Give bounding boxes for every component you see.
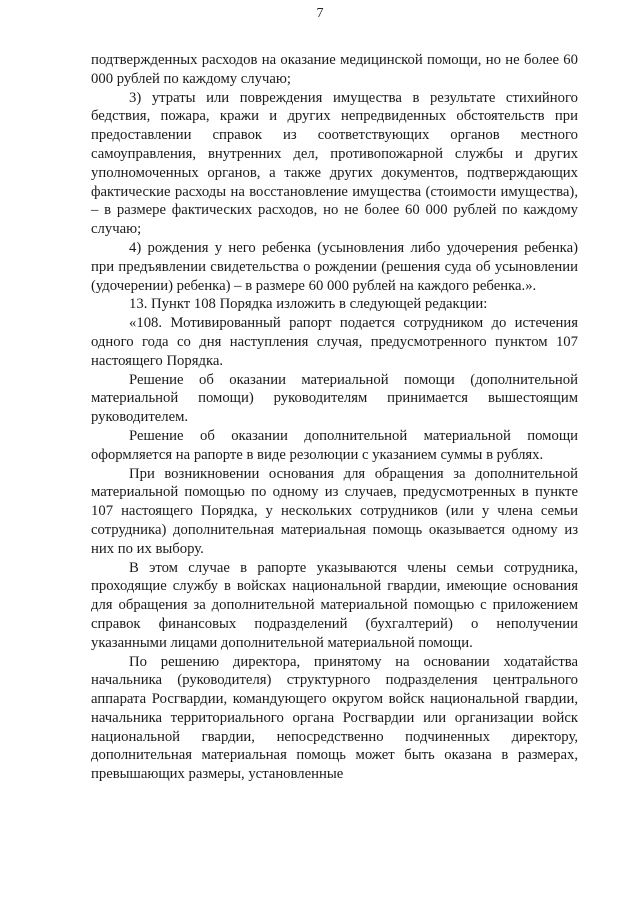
paragraph: 3) утраты или повреждения имущества в результате стихийного бедствия, пожара, кражи и других непредвиденных обстоятельств при предоставлении справок из соответствующих органов местного самоуправления, внутренних дел, противопожарной службы и других уполномоченных органов, а также других документов, подтверждающих фактические расходы на восстановление имущества (стоимости имущества), – в размере фактических расходов, но не более 60 000 рублей по каждому случаю; (91, 89, 578, 238)
page-number: 7 (316, 6, 324, 21)
paragraph: По решению директора, принятому на основании ходатайства начальника (руководителя) структурного подразделения центрального аппарата Росгвардии, командующего округом войск национальной гвардии, начальника территориального органа Росгвардии или организации войск национальной гвардии, непосредственно подчиненных директору, дополнительная материальная помощь может быть оказана в размерах, превышающих размеры, установленные (91, 653, 578, 783)
paragraph: Решение об оказании дополнительной материальной помощи оформляется на рапорте в виде резолюции с указанием суммы в рублях. (91, 427, 578, 463)
paragraph: «108. Мотивированный рапорт подается сотрудником до истечения одного года со дня наступления случая, предусмотренного пунктом 107 настоящего Порядка. (91, 315, 578, 369)
paragraph: В этом случае в рапорте указываются члены семьи сотрудника, проходящие службу в войсках национальной гвардии, имеющие основания для обращения за дополнительной материальной помощью с приложением справок финансовых подразделений (бухгалтерий) о неполучении указанными лицами дополнительной материальной помощи. (91, 559, 578, 651)
paragraph: подтвержденных расходов на оказание медицинской помощи, но не более 60 000 рублей по каждому случаю; (91, 52, 578, 87)
paragraph: 4) рождения у него ребенка (усыновления либо удочерения ребенка) при предъявлении свидетельства о рождении (решения суда об усыновлении (удочерении) ребенка) – в размере 60 000 рублей на каждого ребенка.». (91, 239, 578, 294)
paragraph: Решение об оказании материальной помощи (дополнительной материальной помощи) руководителям принимается вышестоящим руководителем. (91, 371, 578, 426)
document-body (91, 51, 578, 784)
paragraph: При возникновении основания для обращения за дополнительной материальной помощью по одному из случаев, предусмотренных в пункте 107 настоящего Порядка, у нескольких сотрудников (или у члена семьи сотрудника) дополнительная материальная помощь оказывается одному из них по их выбору. (91, 465, 578, 557)
paragraph: 13. Пункт 108 Порядка изложить в следующей редакции: (129, 296, 488, 313)
